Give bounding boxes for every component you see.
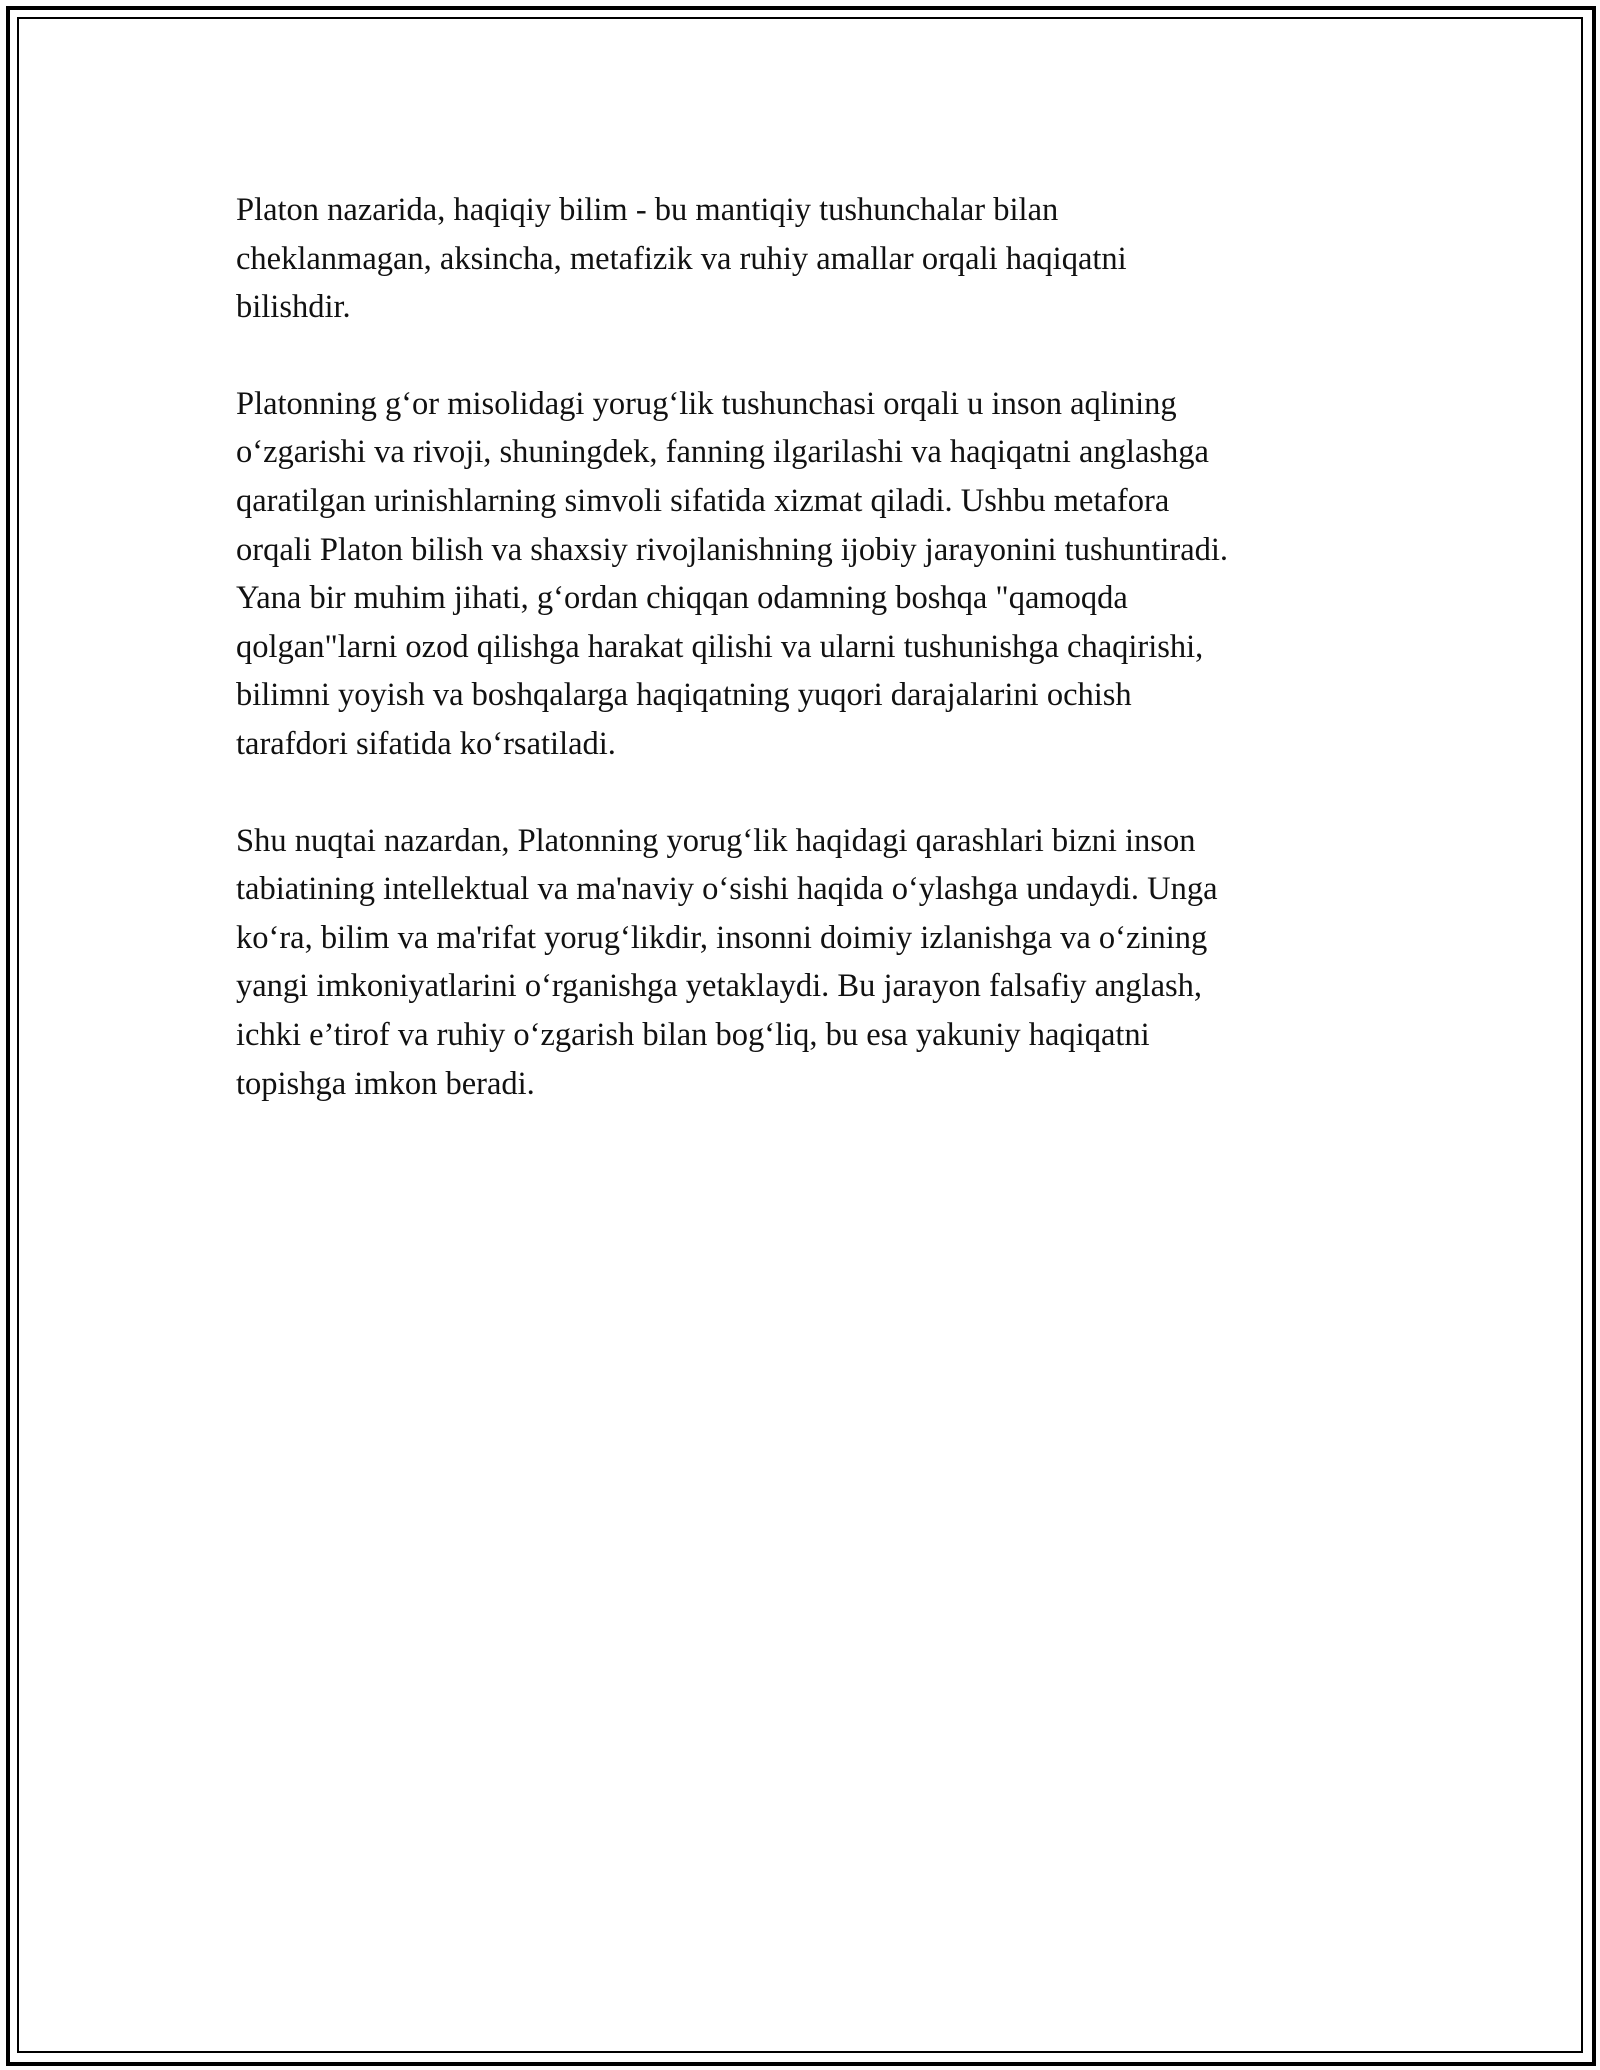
paragraph-3: Shu nuqtai nazardan, Platonning yorug‘lik haqidagi qarashlari bizni inson tabiatining intellektual va ma'naviy o‘sishi haqida o‘ylashga undaydi. Unga ko‘ra, bilim va ma'rifat yorug‘likdir, insonni doimiy izlanishga va o‘zining yangi imkoniyatlarini o‘rganishga yetaklaydi. Bu jarayon falsafiy anglash, ichki e’tirof va ruhiy o‘zgarish bilan bog‘liq, bu esa yakuniy haqiqatni topishga imkon beradi. — [236, 822, 1218, 1102]
paragraph-2: Platonning g‘or misolidagi yorug‘lik tushunchasi orqali u inson aqlining o‘zgarishi va rivoji, shuningdek, fanning ilgarilashi va haqiqatni anglashga qaratilgan urinishlarning simvoli sifatida xizmat qiladi. Ushbu metafora orqali Platon bilish va shaxsiy rivojlanishning ijobiy jarayonini tushuntiradi. Yana bir muhim jihati, g‘ordan chiqqan odamning boshqa "qamoqda qolgan"larni ozod qilishga harakat qilishi va ularni tushunishga chaqirishi, bilimni yoyish va boshqalarga haqiqatning yuqori darajalarini ochish tarafdori sifatida ko‘rsatiladi. — [236, 385, 1229, 762]
paragraph-1: Platon nazarida, haqiqiy bilim - bu mantiqiy tushunchalar bilan cheklanmagan, aksincha, metafizik va ruhiy amallar orqali haqiqatni bilishdir. — [236, 192, 1127, 326]
document-body — [236, 186, 1366, 1156]
